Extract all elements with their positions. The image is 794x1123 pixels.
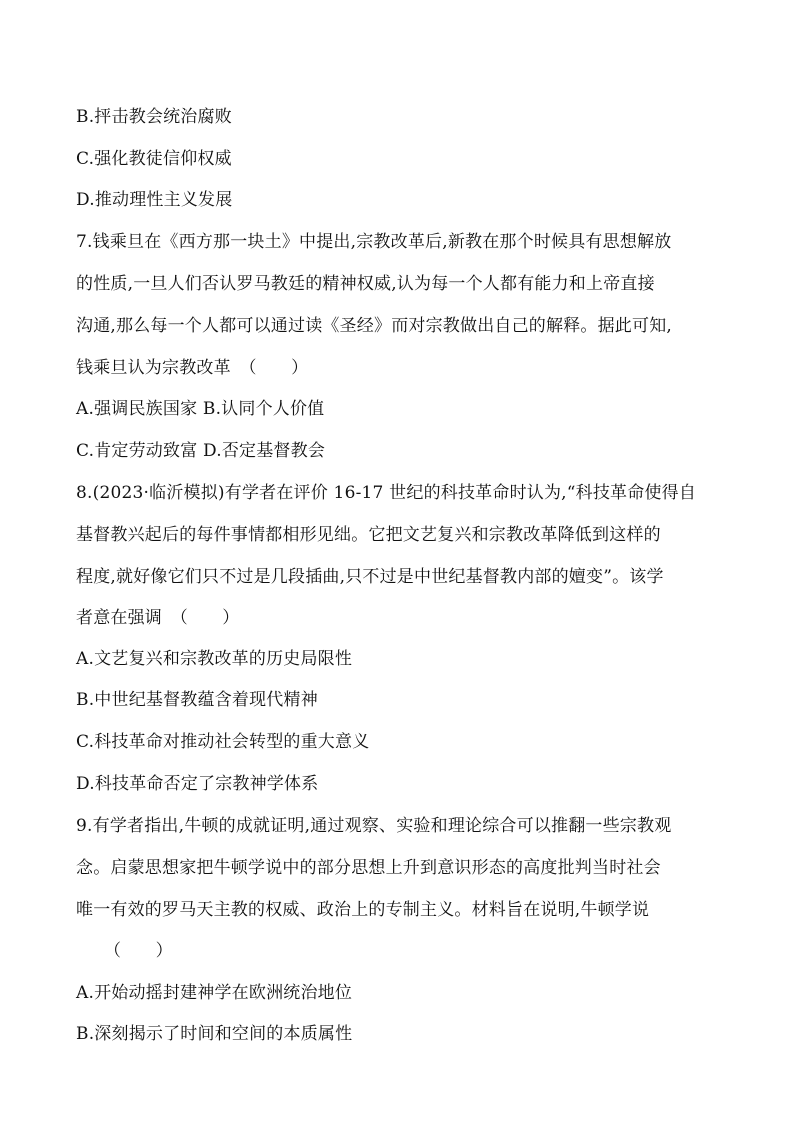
q9-option-a: A.开始动摇封建神学在欧洲统治地位 [76, 983, 353, 1003]
q9-stem-line-3: 唯一有效的罗马天主教的权威、政治上的专制主义。材料旨在说明,牛顿学说 [76, 900, 650, 920]
q7-stem-line-1: 7.钱乘旦在《西方那一块土》中提出,宗教改革后,新教在那个时候具有思想解放 [76, 232, 672, 252]
q6-option-b: B.抨击教会统治腐败 [76, 107, 232, 127]
q7-stem-line-3: 沟通,那么每一个人都可以通过读《圣经》而对宗教做出自己的解释。据此可知, [76, 316, 673, 336]
q8-option-d: D.科技革命否定了宗教神学体系 [76, 774, 319, 794]
q8-option-a: A.文艺复兴和宗教改革的历史局限性 [76, 649, 353, 669]
q9-stem-line-2: 念。启蒙思想家把牛顿学说中的部分思想上升到意识形态的高度批判当时社会 [76, 858, 661, 878]
q8-option-c: C.科技革命对推动社会转型的重大意义 [76, 732, 370, 752]
q9-stem-line-1: 9.有学者指出,牛顿的成就证明,通过观察、实验和理论综合可以推翻一些宗教观 [76, 816, 672, 836]
q7-stem-line-4: 钱乘旦认为宗教改革 （ ） [76, 358, 309, 378]
q7-options-line-2: C.肯定劳动致富 D.否定基督教会 [76, 441, 326, 461]
q9-option-b: B.深刻揭示了时间和空间的本质属性 [76, 1024, 353, 1044]
q7-stem-line-2: 的性质,一旦人们否认罗马教廷的精神权威,认为每一个人都有能力和上帝直接 [76, 274, 655, 294]
q9-stem-line-4: （ ） [104, 941, 173, 961]
q8-stem-line-1: 8.(2023·临沂模拟)有学者在评价 16-17 世纪的科技革命时认为,“科技革命使得自 [76, 483, 697, 503]
q7-options-line-1: A.强调民族国家 B.认同个人价值 [76, 399, 325, 419]
q8-stem-line-2: 基督教兴起后的每件事情都相形见绌。它把文艺复兴和宗教改革降低到这样的 [76, 525, 661, 545]
q8-option-b: B.中世纪基督教蕴含着现代精神 [76, 690, 318, 710]
q6-option-d: D.推动理性主义发展 [76, 190, 233, 210]
q8-stem-line-4: 者意在强调 （ ） [76, 608, 240, 628]
q6-option-c: C.强化教徒信仰权威 [76, 149, 232, 169]
q8-stem-line-3: 程度,就好像它们只不过是几段插曲,只不过是中世纪基督教内部的嬗变”。该学 [76, 567, 664, 587]
